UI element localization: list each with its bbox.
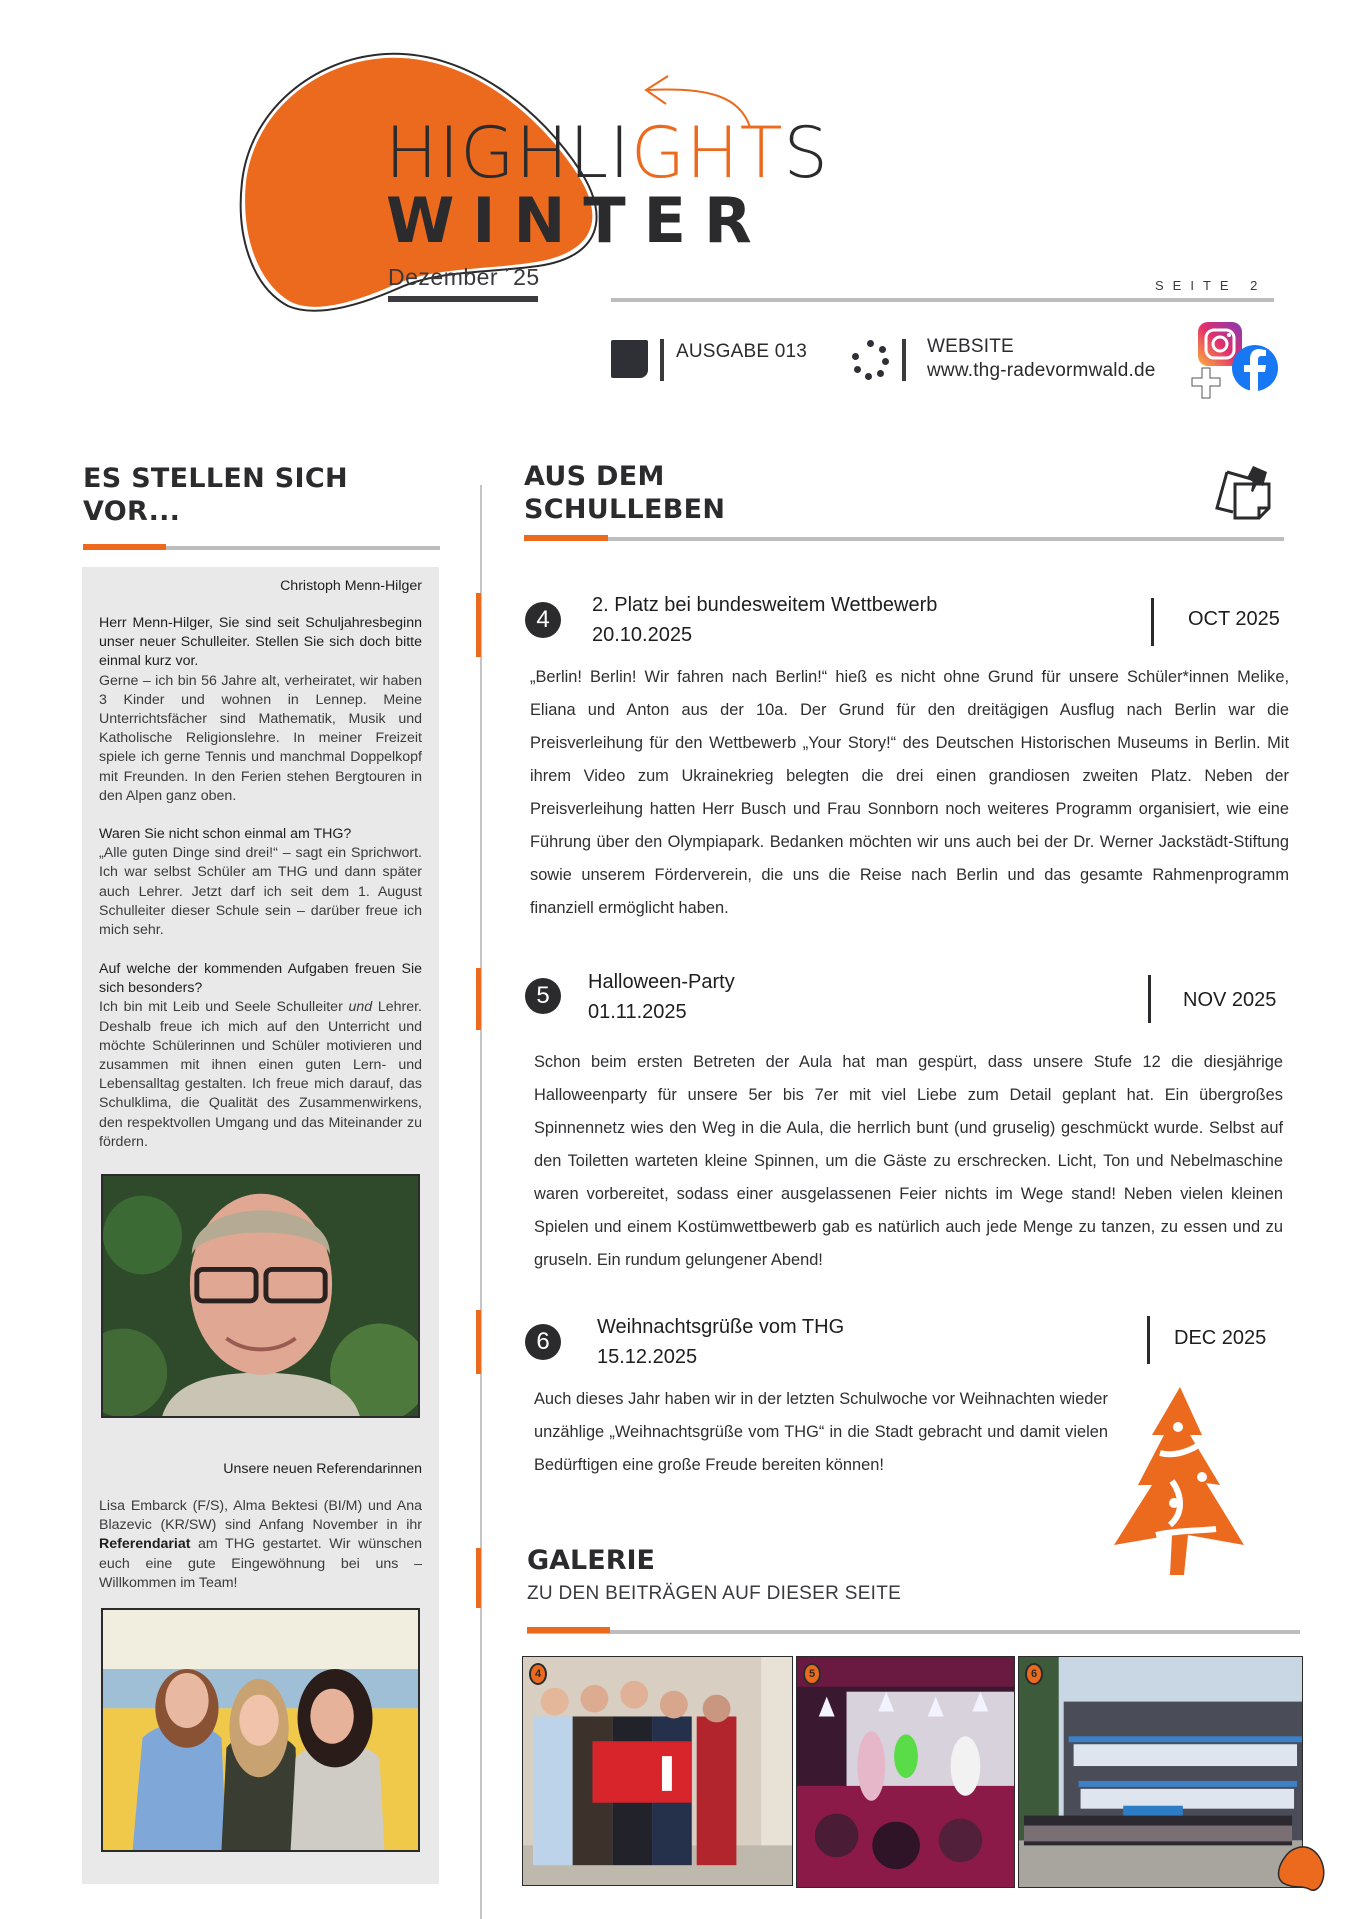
left-section-title xyxy=(83,462,348,528)
article-month: NOV 2025 xyxy=(1183,989,1277,1011)
website-label: WEBSITE xyxy=(927,336,1014,357)
interview-question: Waren Sie nicht schon einmal am THG? xyxy=(99,826,352,842)
article-marker xyxy=(476,968,481,1030)
interview-question: Auf welche der kommenden Aufgaben freuen Sie sich besonders? xyxy=(99,961,422,997)
gallery-photo-halloween xyxy=(797,1657,1014,1887)
article-title: 2. Platz bei bundesweitem Wettbewerb xyxy=(592,594,938,616)
facebook-icon[interactable] xyxy=(1232,345,1278,392)
social-media-icons xyxy=(1190,322,1280,402)
issue-number: AUSGABE 013 xyxy=(676,341,808,362)
loading-dots-icon xyxy=(852,340,892,380)
trainees-text-bold: Referendariat xyxy=(99,1536,191,1553)
article-date: 20.10.2025 xyxy=(592,624,693,646)
month-separator xyxy=(1147,1316,1150,1364)
article-body: „Berlin! Berlin! Wir fahren nach Berlin!“ hieß es nicht ohne Grund für unsere Schüler*innen Melike, Eliana und Anton aus der 10a. Der Grund für den dreitägigen Ausflug nach Berlin war die Preisverleihung für den Wettbewerb „Your Story!“ des Deutschen Historischen Museums in Berlin. Mit ihrem Video zum Ukrainekrieg belegten die drei einen grandiosen zweiten Platz. Neben der Preisverleihung hatten Herr Busch und Frau Sonnborn noch weiteres Programm organisiert, wie eine Führung über den Olympiapark. Bedanken möchten wir uns auch bei der Dr. Werner Jackstädt-Stiftung sowie unserem Förderverein, die uns die Reise nach Berlin und das gesamte Rahmenprogramm finanziell ermöglicht haben. xyxy=(530,668,1289,917)
gallery-title: GALERIE xyxy=(527,1545,655,1576)
gallery-photo-award xyxy=(523,1657,792,1885)
issue-document-icon xyxy=(611,340,648,378)
christmas-tree-icon xyxy=(1112,1385,1247,1575)
cursor-plus-icon xyxy=(1192,368,1220,398)
title-part-orange: GHT xyxy=(630,112,784,194)
interview-block-3 xyxy=(99,960,422,1152)
article-number-badge: 4 xyxy=(525,602,561,638)
article-number-badge: 6 xyxy=(525,1324,561,1360)
gallery-photo-school xyxy=(1019,1657,1302,1887)
answer-part: Lehrer. Deshalb freue ich mich auf den Unterricht und möchte Schülerinnen und Schüler motivieren und zusammen mit ihnen einen guten Lern- und Lebensalltag gestalten. Ich freue mich darauf, das Schulklima, die Qualität des Zusammenwirkens, den respektvollen Umgang und das Miteinander zu fördern. xyxy=(99,999,422,1150)
left-title-line1: ES STELLEN SICH xyxy=(83,463,348,494)
gallery-accent xyxy=(527,1627,610,1633)
article-month: DEC 2025 xyxy=(1174,1327,1267,1349)
interviewee-name: Christoph Menn-Hilger xyxy=(280,578,422,594)
gallery-badge: 6 xyxy=(1025,1663,1043,1685)
interview-question: Herr Menn-Hilger, Sie sind seit Schuljahresbeginn unser neuer Schulleiter. Stellen Sie sich doch bitte einmal kurz vor. xyxy=(99,615,422,670)
interview-answer xyxy=(99,998,422,1152)
trainees-photo xyxy=(101,1608,420,1852)
gallery-badge: 5 xyxy=(803,1663,821,1685)
principal-photo-placeholder xyxy=(103,1176,418,1416)
gallery-rule xyxy=(527,1630,1300,1634)
trainees-text-part: am THG gestartet. Wir wünschen euch eine gute Eingewöhnung bei uns – Willkommen im Team! xyxy=(99,1536,422,1591)
trainees-photo-placeholder xyxy=(103,1610,418,1850)
answer-italic: und xyxy=(348,999,373,1016)
column-divider xyxy=(480,485,482,1919)
left-title-accent xyxy=(83,544,166,550)
gallery-subtitle: ZU DEN BEITRÄGEN AUF DIESER SEITE xyxy=(527,1583,902,1604)
article-body: Schon beim ersten Betreten der Aula hat man gespürt, dass unsere Stufe 12 die diesjährige Halloweenparty für unsere 5er bis 7er mit viel Liebe zum Detail geplant hat. Ein übergroßes Spinnennetz wies den Weg in die Aula, die herrlich bunt (und gruselig) geschmückt wurde. Selbst auf den Toiletten warteten kleine Spinnen, um die Gäste zu erschrecken. Licht, Ton und Nebelmaschine waren vorbereitet, sodass einer ausgelassenen Feier nichts im Wege stand! Neben vielen kleinen Spielen und einem Kostümwettbewerb gab es natürlich auch jede Menge zu tanzen, zu essen und zu gruseln. Ein rundum gelungener Abend! xyxy=(534,1053,1283,1269)
title-part-end: S xyxy=(783,112,829,194)
article-date: 01.11.2025 xyxy=(588,1001,687,1023)
interview-block-2 xyxy=(99,825,422,940)
article-date: 15.12.2025 xyxy=(597,1346,698,1368)
gallery-image[interactable] xyxy=(1018,1656,1303,1888)
page-number: SEITE 2 xyxy=(1155,278,1267,293)
corner-blob-decoration xyxy=(1275,1845,1327,1895)
article-marker xyxy=(476,593,481,657)
newsletter-title xyxy=(385,112,829,194)
right-title-line1: AUS DEM xyxy=(524,461,665,492)
gallery-image[interactable] xyxy=(522,1656,793,1886)
title-part-dark: HIGHLI xyxy=(385,112,631,194)
website-link[interactable]: www.thg-radevormwald.de xyxy=(927,360,1156,381)
interview-answer: „Alle guten Dinge sind drei!“ – sagt ein Sprichwort. Ich war selbst Schüler am THG und dann später auch Lehrer. Jetzt darf ich seit dem 1. August Schulleiter dieser Schule sein – darüber freue ich mich sehr. xyxy=(99,845,422,939)
newsletter-subtitle: WINTER xyxy=(386,184,770,257)
trainees-text xyxy=(99,1497,422,1593)
article-marker xyxy=(476,1310,481,1374)
right-title-accent xyxy=(524,535,608,541)
article-number-badge: 5 xyxy=(525,978,561,1014)
gallery-image[interactable] xyxy=(796,1656,1015,1888)
trainees-heading: Unsere neuen Referendarinnen xyxy=(223,1461,422,1477)
right-section-title xyxy=(524,460,725,526)
month-separator xyxy=(1151,598,1154,646)
left-title-line2: VOR... xyxy=(83,496,181,527)
article-title: Weihnachtsgrüße vom THG xyxy=(597,1316,845,1338)
website-separator xyxy=(902,339,906,381)
article-month: OCT 2025 xyxy=(1188,608,1280,630)
right-title-line2: SCHULLEBEN xyxy=(524,494,726,525)
month-separator xyxy=(1148,975,1151,1023)
trainees-text-part: Lisa Embarck (F/S), Alma Bektesi (BI/M) und Ana Blazevic (KR/SW) sind Anfang November in ihr xyxy=(99,1498,422,1534)
gallery-badge: 4 xyxy=(529,1663,547,1685)
issue-separator xyxy=(660,339,664,381)
article-body: Auch dieses Jahr haben wir in der letzten Schulwoche vor Weihnachten wieder unzählige „Weihnachtsgrüße vom THG“ in die Stadt gebracht und damit vielen Bedürftigen eine große Freude bereiten können! xyxy=(534,1390,1108,1474)
article-title: Halloween-Party xyxy=(588,971,735,993)
principal-photo xyxy=(101,1174,420,1418)
answer-part: Ich bin mit Leib und Seele Schulleiter xyxy=(99,999,349,1016)
issue-month: Dezember ´25 xyxy=(388,264,540,290)
header-divider xyxy=(611,298,1274,302)
interview-answer: Gerne – ich bin 56 Jahre alt, verheiratet, wir haben 3 Kinder und wohnen in Lennep. Meine Unterrichtsfächer sind Mathematik, Musik und Katholische Religionslehre. In meiner Freizeit spiele ich gerne Tennis und manchmal Doppelkopf mit Freunden. In den Ferien stehen Bergtouren in den Alpen ganz oben. xyxy=(99,672,422,804)
interview-block-1 xyxy=(99,614,422,806)
gallery-marker xyxy=(476,1548,481,1608)
right-title-rule xyxy=(524,537,1284,541)
month-underline xyxy=(388,296,538,302)
pinned-note-icon xyxy=(1213,462,1279,524)
